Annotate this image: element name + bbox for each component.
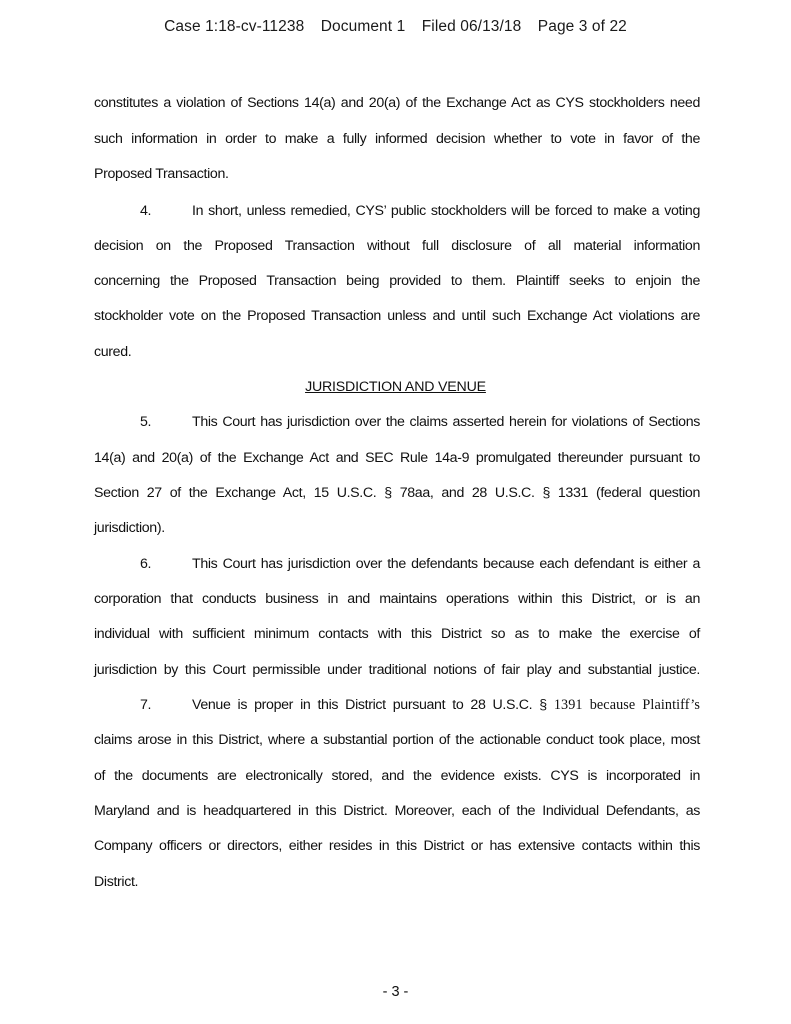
text-line: Maryland and is headquartered in this District. Moreover, each of the Individual Defendants, as: [94, 803, 700, 819]
section-heading: JURISDICTION AND VENUE: [305, 379, 486, 395]
text-line: [94, 554, 700, 574]
paragraph-first-line: [192, 695, 700, 715]
text-line: corporation that conducts business in and maintains operations within this District, or is an: [94, 591, 700, 607]
text-line: constitutes a violation of Sections 14(a) and 20(a) of the Exchange Act as CYS stockholders need: [94, 95, 700, 111]
text-line: [94, 412, 700, 432]
text-line: of the documents are electronically stored, and the evidence exists. CYS is incorporated in: [94, 768, 700, 784]
page-number: - 3 -: [382, 984, 409, 1000]
paragraph-number: 4.: [140, 203, 152, 219]
text-line: [94, 201, 700, 221]
text-line: [94, 695, 700, 715]
text-line: decision on the Proposed Transaction without full disclosure of all material information: [94, 238, 700, 254]
paragraph-first-line: This Court has jurisdiction over the defendants because each defendant is either a: [192, 556, 700, 572]
text-line: jurisdiction).: [94, 520, 165, 536]
text-line: individual with sufficient minimum contacts with this District so as to make the exercise of: [94, 626, 700, 642]
paragraph-number: 5.: [140, 414, 152, 430]
filed-date: Filed 06/13/18: [421, 18, 522, 35]
paragraph-first-line: This Court has jurisdiction over the claims asserted herein for violations of Sections: [192, 414, 700, 430]
text-line: stockholder vote on the Proposed Transaction unless and until such Exchange Act violations are: [94, 308, 700, 324]
paragraph-number: 6.: [140, 556, 152, 572]
ecf-filing-header: [0, 18, 791, 36]
text-line: Section 27 of the Exchange Act, 15 U.S.C. § 78aa, and 28 U.S.C. § 1331 (federal question: [94, 485, 700, 501]
text-line: jurisdiction by this Court permissible under traditional notions of fair play and substantial justice.: [94, 662, 700, 678]
text-line: District.: [94, 874, 139, 890]
case-number: Case 1:18-cv-11238: [164, 18, 305, 35]
text-line: claims arose in this District, where a substantial portion of the actionable conduct took place, most: [94, 732, 700, 748]
document-number: Document 1: [320, 18, 406, 35]
page-of-total: Page 3 of 22: [537, 18, 627, 35]
text-line: 14(a) and 20(a) of the Exchange Act and SEC Rule 14a-9 promulgated thereunder pursuant to: [94, 450, 700, 466]
text-line: concerning the Proposed Transaction being provided to them. Plaintiff seeks to enjoin the: [94, 273, 700, 289]
text-line: Company officers or directors, either resides in this District or has extensive contacts within this: [94, 838, 700, 854]
text-line: such information in order to make a fully informed decision whether to vote in favor of the: [94, 131, 700, 147]
text-line: cured.: [94, 344, 132, 360]
text-line: Proposed Transaction.: [94, 166, 229, 182]
first-line-sans-part: Venue is proper in this District pursuant to 28 U.S.C. §: [192, 697, 547, 713]
first-line-serif-part: 1391 because Plaintiff’s: [553, 697, 700, 713]
paragraph-number: 7.: [140, 697, 152, 713]
paragraph-first-line: In short, unless remedied, CYS’ public stockholders will be forced to make a voting: [192, 203, 700, 219]
